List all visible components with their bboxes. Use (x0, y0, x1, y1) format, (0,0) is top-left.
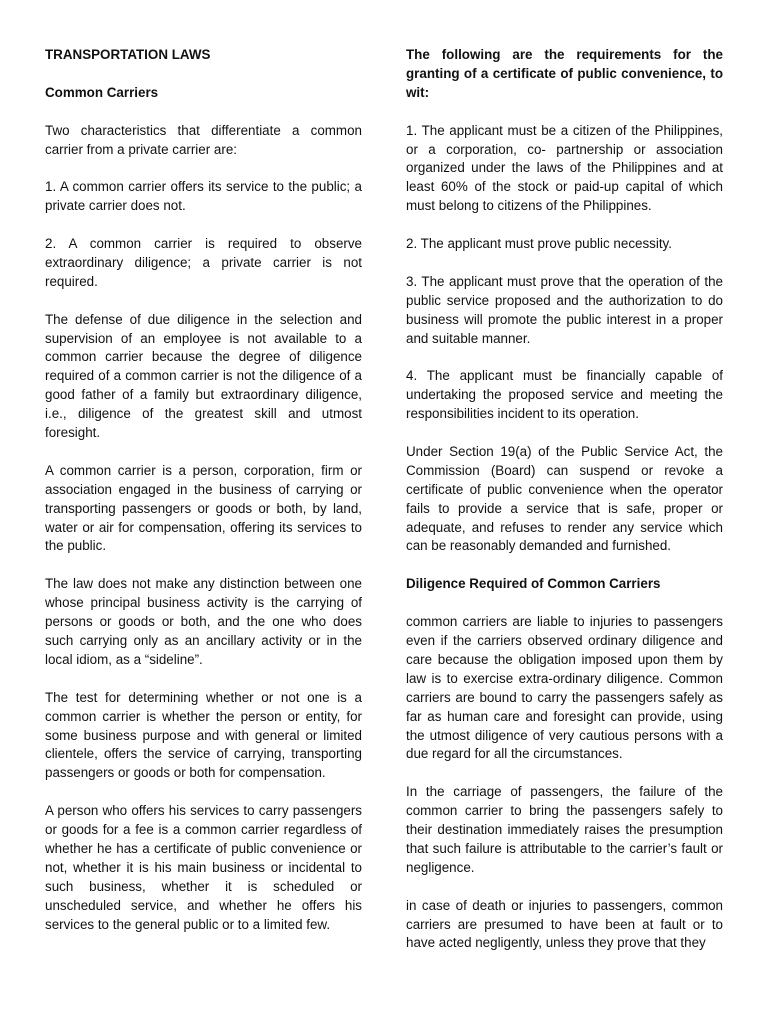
requirement-item: 1. The applicant must be a citizen of the Philippines, or a corporation, co- partnership or association organized under the laws of the Philippines and at least 60% of the stock or paid-up capital of which must belong to citizens of the Philippines. (406, 122, 723, 214)
paragraph: The defense of due diligence in the selection and supervision of an employee is not available to a common carrier because the degree of diligence required of a common carrier is not the diligence of a good father of a family but extraordinary diligence, i.e., diligence of the greatest skill and utmost foresight. (45, 311, 362, 441)
paragraph: In the carriage of passengers, the failure of the common carrier to bring the passengers safely to their destination immediately raises the presumption that such failure is attributable to the carrier’s fault or negligence. (406, 784, 723, 875)
right-column (406, 46, 723, 972)
document-title: TRANSPORTATION LAWS (45, 47, 211, 62)
requirement-item: 2. The applicant must prove public necessity. (406, 236, 672, 252)
left-column (45, 46, 362, 953)
paragraph: in case of death or injuries to passengers, common carriers are presumed to have been at fault or to have acted negligently, unless they prove that they (406, 897, 723, 951)
paragraph: 2. A common carrier is required to observe extraordinary diligence; a private carrier is not required. (45, 236, 362, 289)
paragraph: Two characteristics that differentiate a common carrier from a private carrier are: (45, 122, 362, 157)
paragraph: The law does not make any distinction between one whose principal business activity is the carrying of persons or goods or both, and the one who does such carrying only as an ancillary activity or in the local idiom, as a “sideline”. (45, 576, 362, 667)
section-heading-common-carriers: Common Carriers (45, 84, 159, 100)
requirement-item: 4. The applicant must be financially capable of undertaking the proposed service and meeting the responsibilities incident to its operation. (406, 368, 723, 422)
requirements-intro: The following are the requirements for the granting of a certificate of public convenience, to wit: (406, 47, 723, 100)
paragraph: 1. A common carrier offers its service to the public; a private carrier does not. (45, 179, 362, 214)
paragraph: A common carrier is a person, corporation, firm or association engaged in the business of carrying or transporting passengers or goods or both, by land, water or air for compensation, offering its services to the public. (45, 462, 362, 554)
paragraph: A person who offers his services to carry passengers or goods for a fee is a common carrier regardless of whether he has a certificate of public convenience or not, whether it is his main business or incidental to such business, whether it is scheduled or unscheduled service, and whether he offers his services to the general public or to a limited few. (45, 803, 362, 932)
paragraph: common carriers are liable to injuries to passengers even if the carriers observed ordinary diligence and care because the obligation imposed upon them by law is to exercise extra-ordinary diligence. Common carriers are bound to carry the passengers safely as far as human care and foresight can provide, using the utmost diligence of very cautious persons with a due regard for all the circumstances. (406, 614, 723, 762)
section-heading-diligence: Diligence Required of Common Carriers (406, 576, 661, 592)
paragraph: Under Section 19(a) of the Public Service Act, the Commission (Board) can suspend or revoke a certificate of public convenience when the operator fails to provide a service that is safe, proper or adequate, and refuses to render any service which can be reasonably demanded and furnished. (406, 443, 723, 554)
requirement-item: 3. The applicant must prove that the operation of the public service proposed and the authorization to do business will promote the public interest in a proper and suitable manner. (406, 273, 723, 346)
paragraph: The test for determining whether or not one is a common carrier is whether the person or entity, for some business purpose and with general or limited clientele, offers the service of carrying, transporting passengers or goods or both for compensation. (45, 689, 362, 781)
